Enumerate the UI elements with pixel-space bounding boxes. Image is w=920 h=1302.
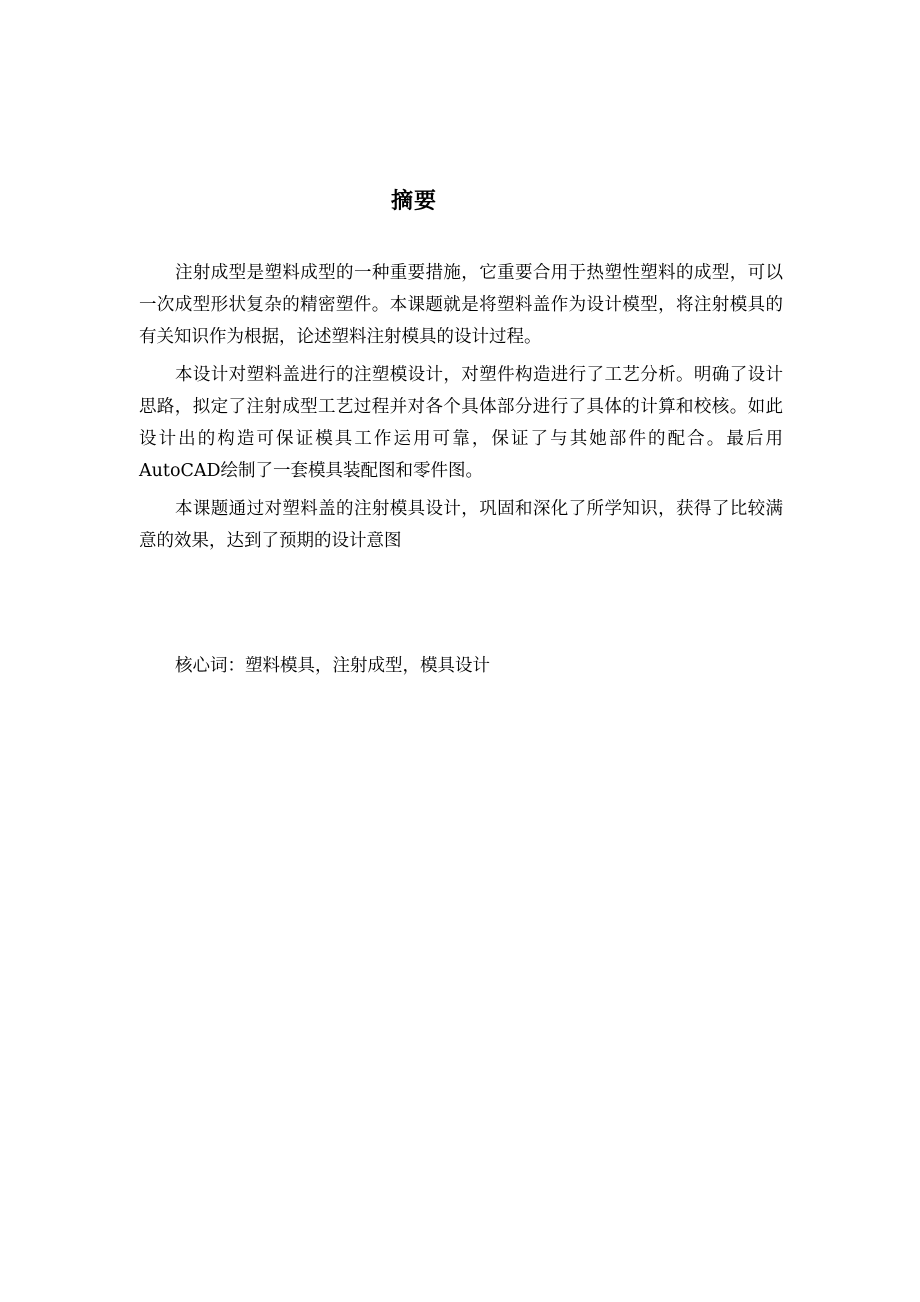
keywords-line: 核心词：塑料模具，注射成型，模具设计 [175, 656, 490, 676]
abstract-title: 摘要 [390, 189, 437, 214]
abstract-paragraph-3: 本课题通过对塑料盖的注射模具设计，巩固和深化了所学知识，获得了比较满意的效果，达到了预期的设计意图 [139, 499, 783, 551]
abstract-body [139, 257, 783, 563]
abstract-paragraph-1: 注射成型是塑料成型的一种重要措施，它重要合用于热塑性塑料的成型，可以一次成型形状复杂的精密塑件。本课题就是将塑料盖作为设计模型，将注射模具的有关知识作为根据，论述塑料注射模具的设计过程。 [139, 263, 783, 347]
abstract-paragraph-2: 本设计对塑料盖进行的注塑模设计，对塑件构造进行了工艺分析。明确了设计思路，拟定了注射成型工艺过程并对各个具体部分进行了具体的计算和校核。如此设计出的构造可保证模具工作运用可靠，保证了与其她部件的配合。最后用AutoCAD绘制了一套模具装配图和零件图。 [139, 365, 783, 481]
